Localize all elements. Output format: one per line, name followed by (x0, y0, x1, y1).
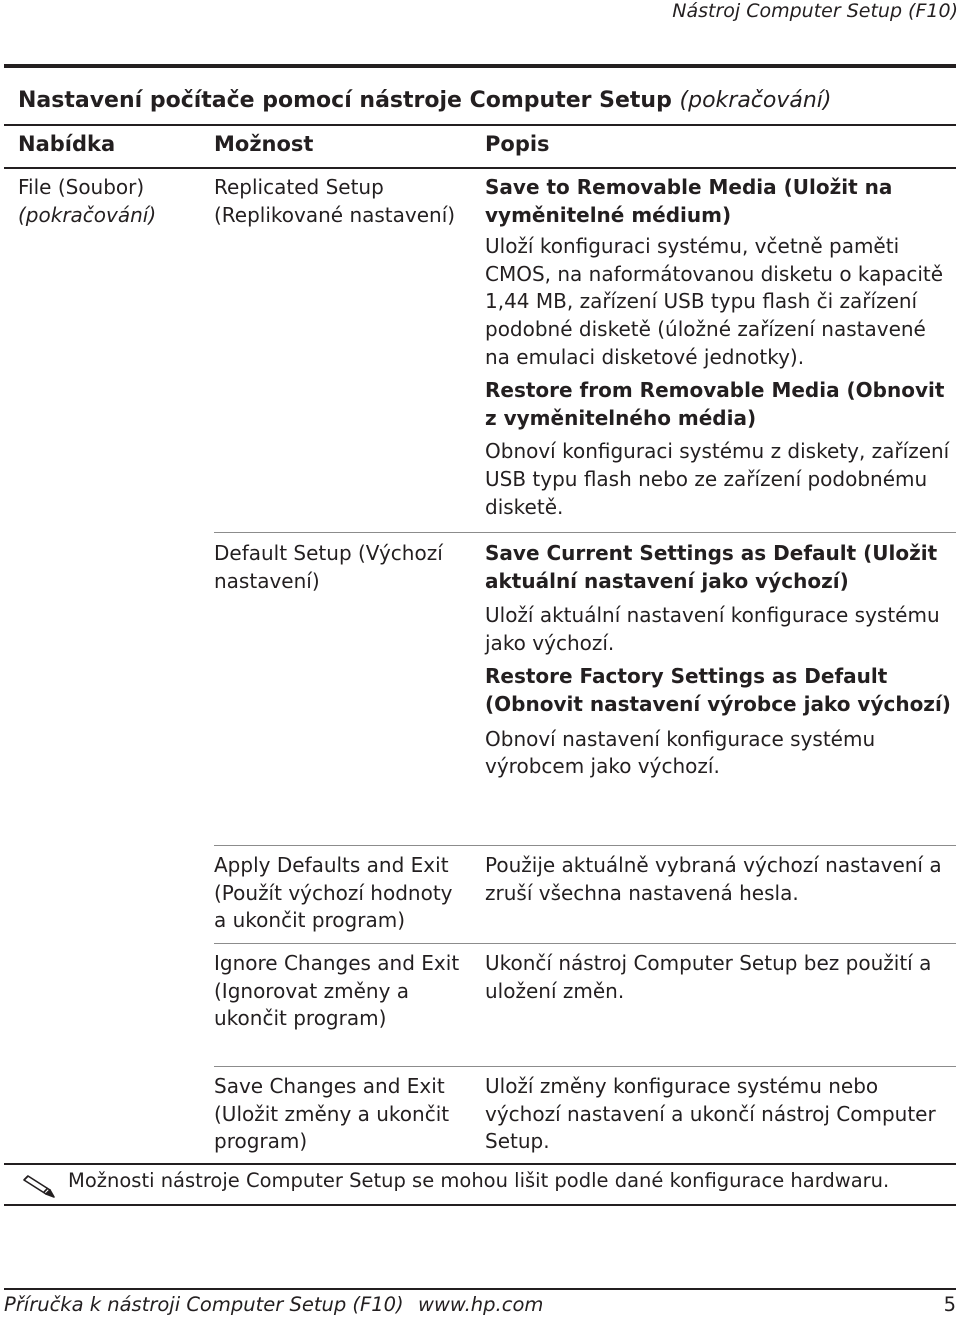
footer-url[interactable]: www.hp.com (418, 1293, 544, 1316)
option-default-setup: Default Setup (Výchozí nastavení) (214, 541, 443, 593)
top-rule (4, 64, 956, 68)
table-title (18, 88, 832, 113)
running-header: Nástroj Computer Setup (F10) (672, 0, 958, 22)
description-apply-defaults: Použije aktuálně vybraná výchozí nastavení a zruší všechna nastavená hesla. (485, 853, 942, 905)
desc-text: Obnoví nastavení konfigurace systému výrobcem jako výchozí. (485, 726, 876, 779)
note-bottom-rule (4, 1204, 956, 1206)
desc-heading: Restore from Removable Media (Obnovit z vyměnitelného média) (485, 378, 945, 430)
menu-cell (18, 174, 203, 229)
row-divider (214, 1066, 956, 1067)
description-ignore-changes: Ukončí nástroj Computer Setup bez použití a uložení změn. (485, 951, 932, 1003)
description-save-changes: Uloží změny konfigurace systému nebo výchozí nastavení a ukončí nástroj Computer Setup. (485, 1074, 936, 1154)
description-default-setup (485, 540, 955, 781)
row-divider (214, 943, 956, 944)
column-header-menu: Nabídka (18, 132, 116, 156)
row-divider (214, 845, 956, 846)
footer-rule (4, 1288, 956, 1290)
table-title-continued: (pokračování) (679, 88, 832, 113)
column-header-option: Možnost (214, 132, 314, 156)
desc-heading: Save Current Settings as Default (Uložit aktuální nastavení jako výchozí) (485, 541, 938, 593)
menu-continued: (pokračování) (18, 202, 157, 227)
option-replicated-setup: Replicated Setup (Replikované nastavení) (214, 175, 456, 227)
option-ignore-changes: Ignore Changes and Exit (Ignorovat změny a ukončit program) (214, 951, 460, 1031)
pencil-icon (18, 1170, 58, 1198)
desc-text: Uloží aktuální nastavení konfigurace systému jako výchozí. (485, 603, 940, 655)
table-title-main: Nastavení počítače pomocí nástroje Computer Setup (18, 88, 672, 113)
menu-name: File (Soubor) (18, 175, 145, 199)
footer-manual-title: Příručka k nástroji Computer Setup (F10) (4, 1293, 404, 1316)
title-rule (4, 124, 956, 126)
desc-heading: Save to Removable Media (Uložit na vyměnitelné médium) (485, 175, 893, 227)
description-replicated-setup (485, 174, 955, 521)
desc-heading: Restore Factory Settings as Default (Obnovit nastavení výrobce jako výchozí) (485, 664, 951, 716)
note-text: Možnosti nástroje Computer Setup se mohou lišit podle dané konfigurace hardwaru. (68, 1169, 890, 1192)
page-number: 5 (943, 1293, 956, 1316)
option-save-changes: Save Changes and Exit (Uložit změny a ukončit program) (214, 1074, 450, 1154)
table-bottom-rule (4, 1163, 956, 1165)
header-rule (4, 167, 956, 169)
column-header-description: Popis (485, 132, 550, 156)
desc-text: Obnoví konfiguraci systému z diskety, zařízení USB typu flash nebo ze zařízení podobnému disketě. (485, 439, 950, 519)
row-divider (214, 532, 956, 533)
desc-text: Uloží konfiguraci systému, včetně paměti CMOS, na naformátovanou disketu o kapacitě 1,44 MB, zařízení USB typu flash či zařízení podobné disketě (úložné zařízení nastavené na emulaci disketové jednotky). (485, 234, 944, 369)
option-apply-defaults: Apply Defaults and Exit (Použít výchozí hodnoty a ukončit program) (214, 853, 453, 933)
